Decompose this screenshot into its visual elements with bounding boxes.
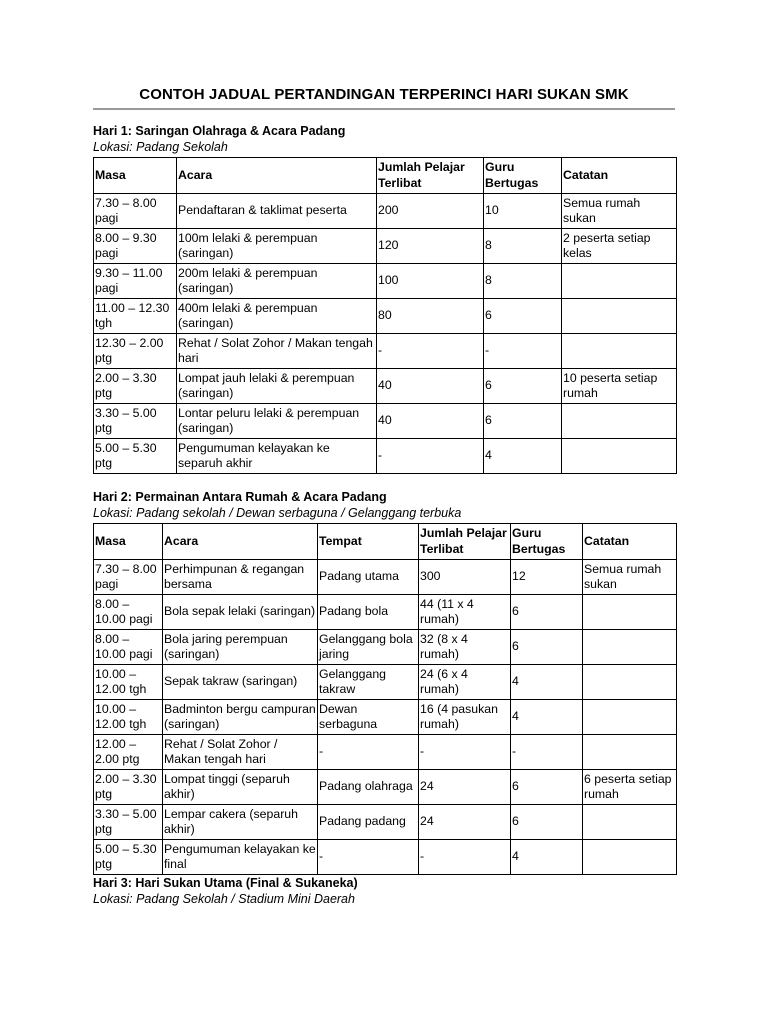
table-cell	[562, 264, 677, 299]
table-cell: 6	[484, 299, 562, 334]
table-row	[94, 805, 677, 840]
table-cell	[583, 665, 677, 700]
table-cell: 7.30 – 8.00 pagi	[94, 560, 163, 595]
table-cell: 300	[419, 560, 511, 595]
table-cell: 12.30 – 2.00 ptg	[94, 334, 177, 369]
table-cell: -	[419, 840, 511, 875]
title-divider	[93, 108, 675, 110]
column-header: Jumlah Pelajar Terlibat	[377, 158, 484, 194]
table-cell: -	[318, 735, 419, 770]
table-cell: 5.00 – 5.30 ptg	[94, 439, 177, 474]
day1-heading: Hari 1: Saringan Olahraga & Acara Padang	[93, 124, 346, 138]
table-cell: -	[318, 840, 419, 875]
table-cell: Lempar cakera (separuh akhir)	[163, 805, 318, 840]
table-row	[94, 595, 677, 630]
table-cell: Rehat / Solat Zohor / Makan tengah hari	[177, 334, 377, 369]
table-cell	[562, 299, 677, 334]
table-cell: 6	[511, 595, 583, 630]
table-cell	[583, 840, 677, 875]
table-cell: 24	[419, 770, 511, 805]
table-cell: Pengumuman kelayakan ke final	[163, 840, 318, 875]
table-cell: 40	[377, 404, 484, 439]
table-cell: 10.00 – 12.00 tgh	[94, 665, 163, 700]
table-cell: 6	[484, 369, 562, 404]
table-cell: Padang olahraga	[318, 770, 419, 805]
table-cell	[562, 439, 677, 474]
table-cell: 8	[484, 264, 562, 299]
table-cell: -	[484, 334, 562, 369]
column-header: Catatan	[562, 158, 677, 194]
table-cell	[583, 630, 677, 665]
table-cell: 80	[377, 299, 484, 334]
column-header: Acara	[177, 158, 377, 194]
table-row	[94, 665, 677, 700]
table-cell: 8.00 – 10.00 pagi	[94, 630, 163, 665]
column-header: Catatan	[583, 524, 677, 560]
table-cell: 6	[511, 630, 583, 665]
column-header: Guru Bertugas	[511, 524, 583, 560]
table-cell: 10	[484, 194, 562, 229]
table-cell: 4	[484, 439, 562, 474]
table-cell: 3.30 – 5.00 ptg	[94, 805, 163, 840]
table-cell: 6	[511, 805, 583, 840]
table-cell: Rehat / Solat Zohor / Makan tengah hari	[163, 735, 318, 770]
table-row	[94, 840, 677, 875]
table-cell: 10 peserta setiap rumah	[562, 369, 677, 404]
table-cell: 100	[377, 264, 484, 299]
table-cell: 7.30 – 8.00 pagi	[94, 194, 177, 229]
table-cell: 2 peserta setiap kelas	[562, 229, 677, 264]
table-cell	[583, 700, 677, 735]
table-row	[94, 404, 677, 439]
table-cell: 6 peserta setiap rumah	[583, 770, 677, 805]
table-cell: 24	[419, 805, 511, 840]
table-cell	[583, 805, 677, 840]
table-cell: Semua rumah sukan	[583, 560, 677, 595]
table-cell: Lompat jauh lelaki & perempuan (saringan)	[177, 369, 377, 404]
table-cell: Bola jaring perempuan (saringan)	[163, 630, 318, 665]
table-cell: 12	[511, 560, 583, 595]
table-row	[94, 229, 677, 264]
table-cell: 8.00 – 10.00 pagi	[94, 595, 163, 630]
table-header-row	[94, 158, 677, 194]
table-cell: 6	[511, 770, 583, 805]
column-header: Guru Bertugas	[484, 158, 562, 194]
day2-location: Lokasi: Padang sekolah / Dewan serbaguna / Gelanggang terbuka	[93, 506, 462, 520]
table-row	[94, 334, 677, 369]
column-header: Tempat	[318, 524, 419, 560]
day3-location: Lokasi: Padang Sekolah / Stadium Mini Daerah	[93, 892, 355, 906]
day3-heading: Hari 3: Hari Sukan Utama (Final & Sukaneka)	[93, 876, 358, 890]
table-cell: Padang bola	[318, 595, 419, 630]
table-cell: Pengumuman kelayakan ke separuh akhir	[177, 439, 377, 474]
table-row	[94, 299, 677, 334]
column-header: Masa	[94, 524, 163, 560]
table-row	[94, 770, 677, 805]
table-row	[94, 630, 677, 665]
day2-heading: Hari 2: Permainan Antara Rumah & Acara Padang	[93, 490, 387, 504]
table-cell	[583, 595, 677, 630]
table-cell: -	[377, 439, 484, 474]
table-cell: 4	[511, 665, 583, 700]
table-cell: Perhimpunan & regangan bersama	[163, 560, 318, 595]
table-cell: 4	[511, 840, 583, 875]
column-header: Masa	[94, 158, 177, 194]
table-cell: 4	[511, 700, 583, 735]
table-cell: Gelanggang bola jaring	[318, 630, 419, 665]
table-cell: 32 (8 x 4 rumah)	[419, 630, 511, 665]
table-cell: 6	[484, 404, 562, 439]
column-header: Acara	[163, 524, 318, 560]
table-row	[94, 700, 677, 735]
table-row	[94, 560, 677, 595]
column-header: Jumlah Pelajar Terlibat	[419, 524, 511, 560]
table-row	[94, 194, 677, 229]
table-cell: -	[511, 735, 583, 770]
table-cell: Padang utama	[318, 560, 419, 595]
table-cell: 2.00 – 3.30 ptg	[94, 369, 177, 404]
table-cell: 44 (11 x 4 rumah)	[419, 595, 511, 630]
table-row	[94, 439, 677, 474]
table-cell: -	[419, 735, 511, 770]
table-cell	[583, 735, 677, 770]
table-cell: 120	[377, 229, 484, 264]
table-cell: 3.30 – 5.00 ptg	[94, 404, 177, 439]
day1-schedule-table	[93, 157, 677, 474]
table-cell: 2.00 – 3.30 ptg	[94, 770, 163, 805]
table-cell: 8	[484, 229, 562, 264]
table-cell: Semua rumah sukan	[562, 194, 677, 229]
table-cell: -	[377, 334, 484, 369]
page-title: CONTOH JADUAL PERTANDINGAN TERPERINCI HARI SUKAN SMK	[139, 86, 629, 103]
table-cell: 11.00 – 12.30 tgh	[94, 299, 177, 334]
table-cell: Lompat tinggi (separuh akhir)	[163, 770, 318, 805]
table-header-row	[94, 524, 677, 560]
table-cell: Sepak takraw (saringan)	[163, 665, 318, 700]
table-cell: 40	[377, 369, 484, 404]
table-row	[94, 735, 677, 770]
table-cell: 12.00 – 2.00 ptg	[94, 735, 163, 770]
table-cell: 9.30 – 11.00 pagi	[94, 264, 177, 299]
table-cell: 100m lelaki & perempuan (saringan)	[177, 229, 377, 264]
table-cell: Pendaftaran & taklimat peserta	[177, 194, 377, 229]
day1-location: Lokasi: Padang Sekolah	[93, 140, 228, 154]
table-cell: Dewan serbaguna	[318, 700, 419, 735]
table-cell: Padang padang	[318, 805, 419, 840]
table-cell	[562, 404, 677, 439]
table-row	[94, 369, 677, 404]
table-cell: 24 (6 x 4 rumah)	[419, 665, 511, 700]
table-cell: 5.00 – 5.30 ptg	[94, 840, 163, 875]
table-cell: Bola sepak lelaki (saringan)	[163, 595, 318, 630]
table-cell: 8.00 – 9.30 pagi	[94, 229, 177, 264]
table-cell: Lontar peluru lelaki & perempuan (saringan)	[177, 404, 377, 439]
table-cell: 10.00 – 12.00 tgh	[94, 700, 163, 735]
table-cell: 200m lelaki & perempuan (saringan)	[177, 264, 377, 299]
table-cell	[562, 334, 677, 369]
table-cell: 400m lelaki & perempuan (saringan)	[177, 299, 377, 334]
table-cell: 16 (4 pasukan rumah)	[419, 700, 511, 735]
table-cell: Gelanggang takraw	[318, 665, 419, 700]
table-cell: Badminton bergu campuran (saringan)	[163, 700, 318, 735]
table-row	[94, 264, 677, 299]
table-cell: 200	[377, 194, 484, 229]
day2-schedule-table	[93, 523, 677, 875]
